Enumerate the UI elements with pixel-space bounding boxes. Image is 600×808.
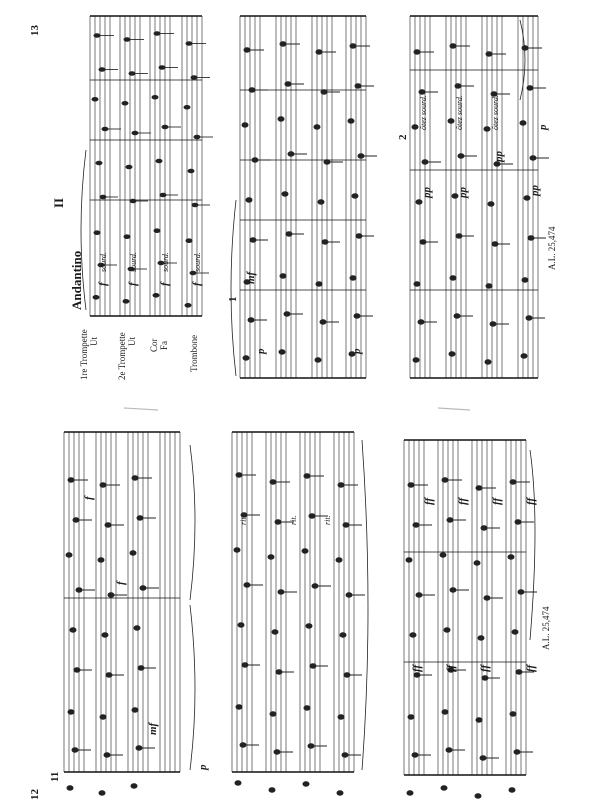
dynamic-mark: p — [351, 348, 363, 354]
dynamic-mark: ff — [525, 497, 537, 505]
dynamic-mark: ff — [457, 497, 469, 505]
sourd-mark: sourd. — [161, 252, 170, 272]
instrument-name: 1re Trompette — [79, 329, 89, 380]
rit-mark: rit. — [289, 515, 298, 525]
left-page-notes — [66, 473, 537, 798]
oter-sourd-mark: ôtez sourd. — [419, 95, 428, 130]
rit-mark: rit. — [239, 515, 248, 525]
oter-sourd-mark: ôtez sourd. — [455, 95, 464, 130]
dynamic-mark: ff — [525, 664, 537, 672]
dynamic-mark: f — [115, 581, 127, 585]
rehearsal-mark: 1 — [227, 296, 239, 302]
dynamic-mark: p — [255, 348, 267, 354]
dynamic-mark: ff — [411, 664, 423, 672]
instrument-key: Fa — [159, 341, 169, 350]
dynamic-mark: ff — [445, 664, 457, 672]
dynamic-mark: pp — [421, 187, 433, 198]
sourd-mark: sourd. — [99, 252, 108, 272]
movement-number: II — [51, 197, 66, 208]
dynamic-mark: f — [97, 282, 109, 286]
left-page-number: 12 — [29, 789, 41, 800]
measure-number: 11 — [49, 771, 61, 782]
dynamic-mark: f — [191, 282, 203, 286]
dynamic-mark: pp — [457, 187, 469, 198]
right-page-barlines — [90, 16, 538, 378]
oter-sourd-mark: ôtez sourd. — [491, 95, 500, 130]
sourd-mark: sourd. — [129, 252, 138, 272]
gutter-marks — [124, 408, 470, 410]
dynamic-mark: f — [159, 282, 171, 286]
left-page-staves — [64, 432, 526, 775]
rehearsal-mark: 2 — [397, 134, 409, 140]
rit-mark: rit. — [323, 515, 332, 525]
dynamic-mark: pp — [529, 185, 541, 196]
instrument-key: Ut — [127, 337, 137, 346]
dynamic-mark: pp — [493, 151, 505, 162]
dynamic-mark: p — [197, 764, 209, 770]
dynamic-mark: f — [83, 496, 95, 500]
instrument-name: Trombone — [189, 334, 199, 372]
dynamic-mark: ff — [423, 497, 435, 505]
dynamic-mark: mf — [245, 271, 257, 284]
left-page-barlines — [64, 432, 526, 775]
instrument-name: Cor — [149, 338, 159, 352]
dynamic-mark: f — [127, 282, 139, 286]
dynamic-mark: mf — [147, 722, 159, 735]
tempo-marking: Andantino — [69, 250, 84, 310]
dynamic-mark: ff — [491, 497, 503, 505]
instrument-key: Ut — [89, 337, 99, 346]
sourd-mark: sourd. — [193, 252, 202, 272]
catalog-number: A.L. 25,474 — [547, 226, 557, 270]
instrument-name: 2e Trompette — [117, 332, 127, 380]
right-page-notes — [89, 32, 549, 365]
catalog-number: A.L. 25,474 — [541, 606, 551, 650]
dynamic-mark: p — [537, 124, 549, 130]
dynamic-mark: ff — [479, 664, 491, 672]
right-page-number: 13 — [29, 25, 41, 36]
